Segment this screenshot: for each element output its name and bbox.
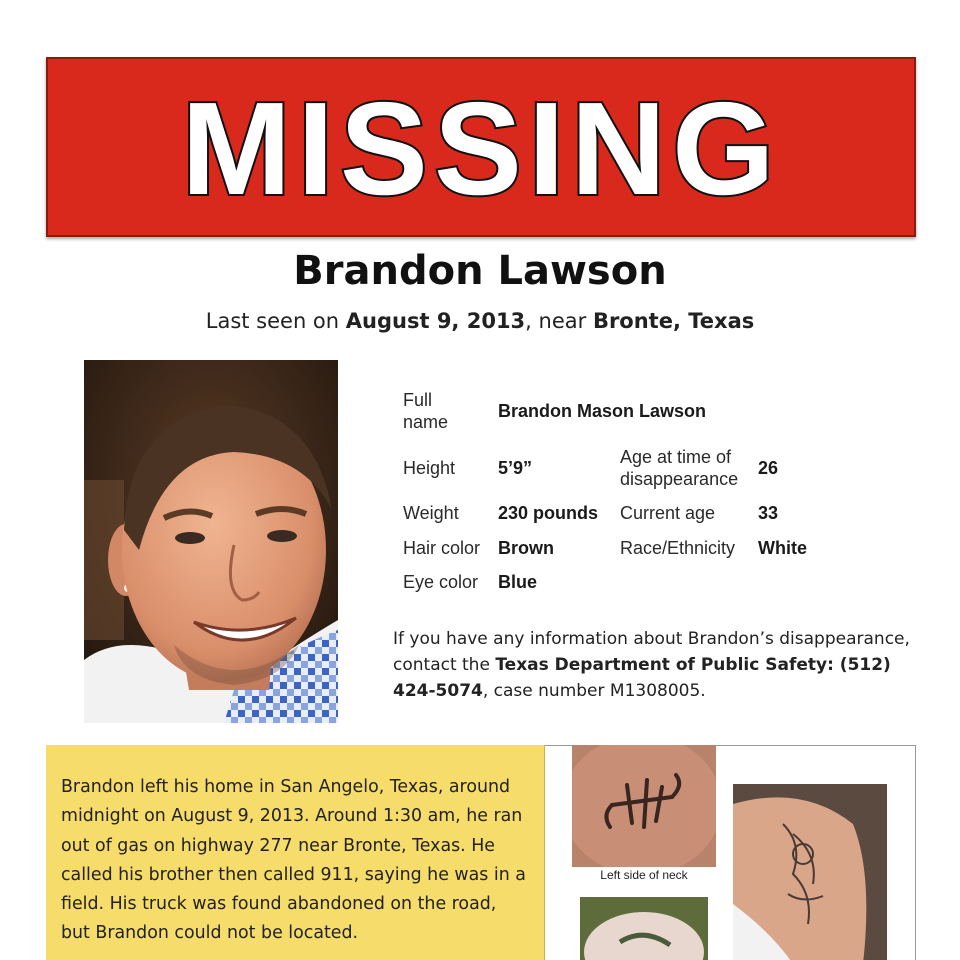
full-name-value: Brandon Mason Lawson — [498, 401, 707, 421]
eye-color-label: Eye color — [403, 572, 479, 592]
last-seen-middle: , near — [525, 309, 593, 333]
height-value: 5’9” — [498, 458, 533, 478]
current-age-label: Current age — [620, 503, 716, 523]
age-at-disappearance-label-line2: disappearance — [620, 469, 739, 489]
neck-tattoo-caption: Left side of neck — [600, 868, 688, 882]
contact-info — [393, 626, 933, 704]
banner-title: MISSING — [181, 75, 781, 222]
full-name-label-line1: Full — [403, 390, 433, 410]
hair-color-value: Brown — [498, 538, 554, 558]
contact-agency-phone: Texas Department of Public Safety: (512) 424-5074 — [393, 655, 891, 701]
last-seen-date: August 9, 2013 — [345, 309, 526, 333]
neck-tattoo-photo — [572, 745, 716, 867]
arm-tattoo-photo — [733, 784, 887, 960]
last-seen-line — [0, 309, 960, 333]
height-label: Height — [403, 458, 456, 478]
eye-color-value: Blue — [498, 572, 538, 592]
last-seen-place: Bronte, Texas — [592, 309, 755, 333]
race-value: White — [758, 538, 807, 558]
age-at-disappearance-value: 26 — [758, 458, 779, 478]
hair-color-label: Hair color — [403, 538, 481, 558]
missing-banner — [46, 57, 916, 237]
contact-case-number: , case number M1308005. — [482, 681, 706, 701]
portrait-photo — [84, 360, 338, 723]
full-name-label — [403, 389, 448, 433]
third-tattoo-photo — [580, 897, 708, 960]
story-box — [46, 745, 545, 960]
weight-label: Weight — [403, 503, 459, 523]
contact-intro: If you have any information about Brandon’s disappearance, contact the — [393, 629, 910, 675]
current-age-value: 33 — [758, 503, 779, 523]
age-at-disappearance-label-line1: Age at time of — [620, 447, 732, 467]
weight-value: 230 pounds — [498, 503, 599, 523]
age-at-disappearance-label — [620, 446, 738, 490]
last-seen-prefix: Last seen on — [205, 309, 346, 333]
story-text: Brandon left his home in San Angelo, Texas, around midnight on August 9, 2013. Around 1:30 am, he ran out of gas on highway 277 near Bronte, Texas. He called his brother then called 911, saying he was in a field. His truck was found abandoned on the road, but Brandon could not be located. — [61, 777, 526, 944]
full-name-label-line2: name — [403, 412, 449, 432]
race-label: Race/Ethnicity — [620, 538, 736, 558]
person-name: Brandon Lawson — [293, 248, 667, 294]
